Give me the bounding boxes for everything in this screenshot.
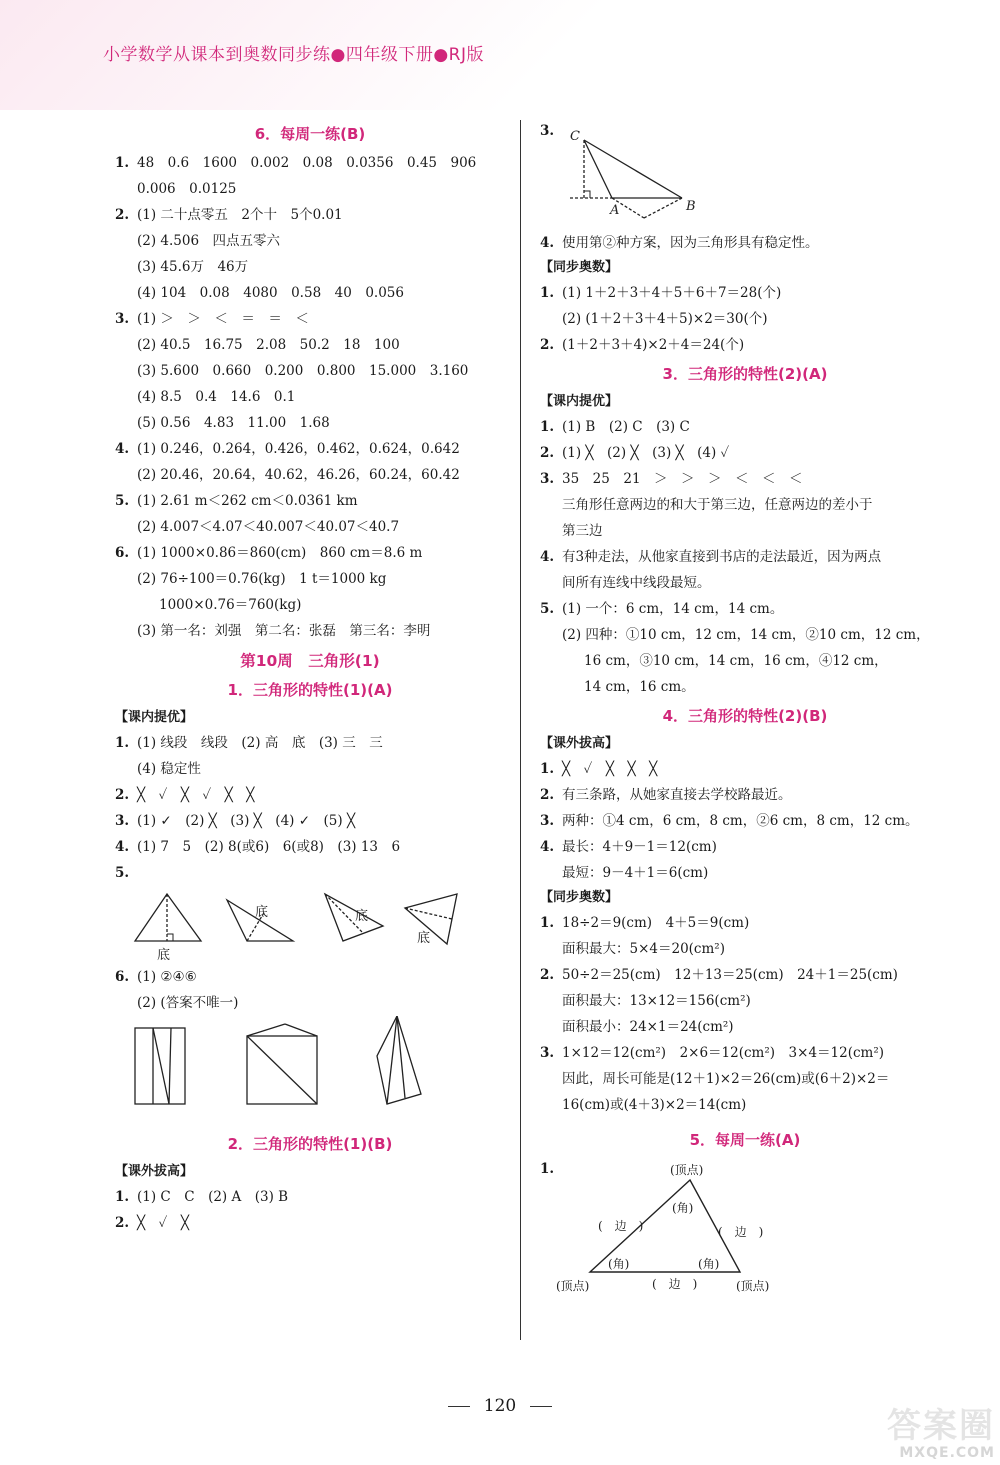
base-label: 底	[255, 905, 269, 920]
section-title: 1．三角形的特性(1)(A)	[227, 681, 393, 699]
answer-item: 1. ╳ ✓ ╳ ╳ ╳	[540, 761, 658, 777]
answer-item: 4. (1) 7 5 (2) 8(或6) 6(或8) (3) 13 6	[115, 839, 401, 855]
triangle-cab-figure	[540, 118, 950, 230]
section-title: 2．三角形的特性(1)(B)	[227, 1135, 393, 1153]
section-title: 6．每周一练(B)	[254, 125, 366, 143]
vertex-label: (顶点)	[670, 1163, 704, 1177]
column-divider	[520, 120, 521, 1340]
vertex-label: (顶点)	[736, 1279, 770, 1293]
answer-item: 2. (1) 二十点零五 2个十 5个0.01 (2) 4.506 四点五零六 (3) 45.6万 46万 (4) 104 0.08 4080 0.58 40 0.056	[115, 207, 404, 301]
triangle-parts-figure	[540, 1160, 950, 1294]
answer-item: 1. (1) B (2) C (3) C	[540, 419, 690, 435]
answer-item: 1. (1) C C (2) A (3) B	[115, 1189, 289, 1205]
answer-item: 2. ╳ ✓ ╳ ✓ ╳ ╳	[115, 787, 255, 803]
vertex-label: (顶点)	[556, 1279, 590, 1293]
answer-item: 3. 两种：①4 cm，6 cm，8 cm，②6 cm，8 cm，12 cm。	[540, 813, 919, 829]
page-number: 120	[0, 1396, 1000, 1416]
answer-item: 3. 35 25 21 ＞ ＞ ＞ ＜ ＜ ＜ 三角形任意两边的和大于第三边，任意两边的差小于 第三边	[540, 471, 873, 539]
angle-label: (角)	[608, 1257, 630, 1271]
page-header	[0, 0, 1000, 110]
base-label: 底	[157, 948, 171, 963]
sub-label: 【课外拔高】	[115, 1164, 194, 1179]
vertex-label-c: C	[570, 129, 580, 144]
answer-item: 2. (1) ╳ (2) ╳ (3) ╳ (4) ✓	[540, 445, 730, 461]
section-title: 4．三角形的特性(2)(B)	[662, 707, 828, 725]
answer-item: 2. 50÷2＝25(cm) 12＋13＝25(cm) 24＋1＝25(cm) 面积最大：13×12＝156(cm²) 面积最小：24×1＝24(cm²)	[540, 967, 898, 1035]
sub-label: 【同步奥数】	[540, 890, 619, 905]
right-column	[540, 118, 950, 1294]
answer-item: 3. (1) ✓ (2) ╳ (3) ╳ (4) ✓ (5) ╳	[115, 813, 356, 829]
week-title: 第10周 三角形(1)	[240, 652, 380, 670]
divided-shapes-figure	[115, 1016, 505, 1116]
answer-item: 3.	[540, 123, 555, 139]
sub-label: 【课内提优】	[115, 710, 194, 725]
answer-item: 5. (1) 一个：6 cm，14 cm，14 cm。 (2) 四种：①10 cm，12 cm，14 cm，②10 cm，12 cm， 16 cm，③10 cm，14 cm，16 cm，④12 cm， 14 cm，16 cm。	[540, 601, 930, 695]
answer-item: 1. 48 0.6 1600 0.002 0.08 0.0356 0.45 906 0.006 0.0125	[115, 155, 477, 197]
answer-item: 1. (1) 1＋2＋3＋4＋5＋6＋7＝28(个) (2) (1＋2＋3＋4＋5)×2＝30(个)	[540, 285, 782, 327]
answer-item: 1.	[540, 1161, 555, 1177]
watermark: 答案圈 MXQE.COM	[887, 1406, 995, 1461]
answer-item: 6. (1) ②④⑥ (2) (答案不唯一)	[115, 969, 239, 1011]
base-label: 底	[417, 931, 431, 946]
answer-item: 6. (1) 1000×0.86＝860(cm) 860 cm＝8.6 m (2) 76÷100＝0.76(kg) 1 t＝1000 kg 1000×0.76＝760(kg) (3) 第一名：刘强 第二名：张磊 第三名：李明	[115, 545, 431, 639]
angle-label: (角)	[672, 1201, 694, 1215]
answer-item: 2. (1＋2＋3＋4)×2＋4＝24(个)	[540, 337, 745, 353]
answer-item: 4. 使用第②种方案，因为三角形具有稳定性。	[540, 235, 819, 251]
answer-item: 1. (1) 线段 线段 (2) 高 底 (3) 三 三 (4) 稳定性	[115, 735, 383, 777]
angle-label: (角)	[698, 1257, 720, 1271]
answer-item: 5.	[115, 865, 130, 881]
answer-item: 3. (1) ＞ ＞ ＜ ＝ ＝ ＜ (2) 40.5 16.75 2.08 50.2 18 100 (3) 5.600 0.660 0.200 0.800 15.000 3.160 (4) 8.5 0.4 14.6 0.1 (5) 0.56 4.83 11.00 1.68	[115, 311, 469, 431]
left-column	[115, 118, 505, 1236]
section-title: 3．三角形的特性(2)(A)	[662, 365, 828, 383]
edge-label: ( 边 )	[718, 1225, 764, 1239]
sub-label: 【课外拔高】	[540, 736, 619, 751]
vertex-label-b: B	[686, 199, 696, 214]
answer-item: 4. 最长：4＋9－1＝12(cm) 最短：9－4＋1＝6(cm)	[540, 839, 717, 881]
edge-label: ( 边 )	[598, 1219, 644, 1233]
answer-item: 3. 1×12＝12(cm²) 2×6＝12(cm²) 3×4＝12(cm²) 因此，周长可能是(12＋1)×2＝26(cm)或(6＋2)×2＝ 16(cm)或(4＋3)×2＝14(cm)	[540, 1045, 890, 1113]
answer-item: 5. (1) 2.61 m＜262 cm＜0.0361 km (2) 4.007＜4.07＜40.007＜40.07＜40.7	[115, 493, 400, 535]
answer-item: 2. ╳ ✓ ╳	[115, 1215, 189, 1231]
edge-label: ( 边 )	[652, 1277, 698, 1291]
vertex-label-a: A	[610, 203, 620, 218]
book-title: 小学数学从课本到奥数同步练●四年级下册●RJ版	[103, 45, 484, 65]
triangle-heights-figure	[115, 886, 505, 964]
sub-label: 【同步奥数】	[540, 260, 619, 275]
sub-label: 【课内提优】	[540, 394, 619, 409]
section-title: 5．每周一练(A)	[689, 1131, 801, 1149]
answer-item: 1. 18÷2＝9(cm) 4＋5＝9(cm) 面积最大：5×4＝20(cm²)	[540, 915, 750, 957]
answer-item: 2. 有三条路，从她家直接去学校路最近。	[540, 787, 792, 803]
base-label: 底	[355, 909, 369, 924]
answer-item: 4. 有3种走法，从他家直接到书店的走法最近，因为两点 间所有连线中线段最短。	[540, 549, 882, 591]
answer-item: 4. (1) 0.246，0.264，0.426，0.462，0.624，0.642 (2) 20.46，20.64，40.62，46.26，60.24，60.42	[115, 441, 460, 483]
